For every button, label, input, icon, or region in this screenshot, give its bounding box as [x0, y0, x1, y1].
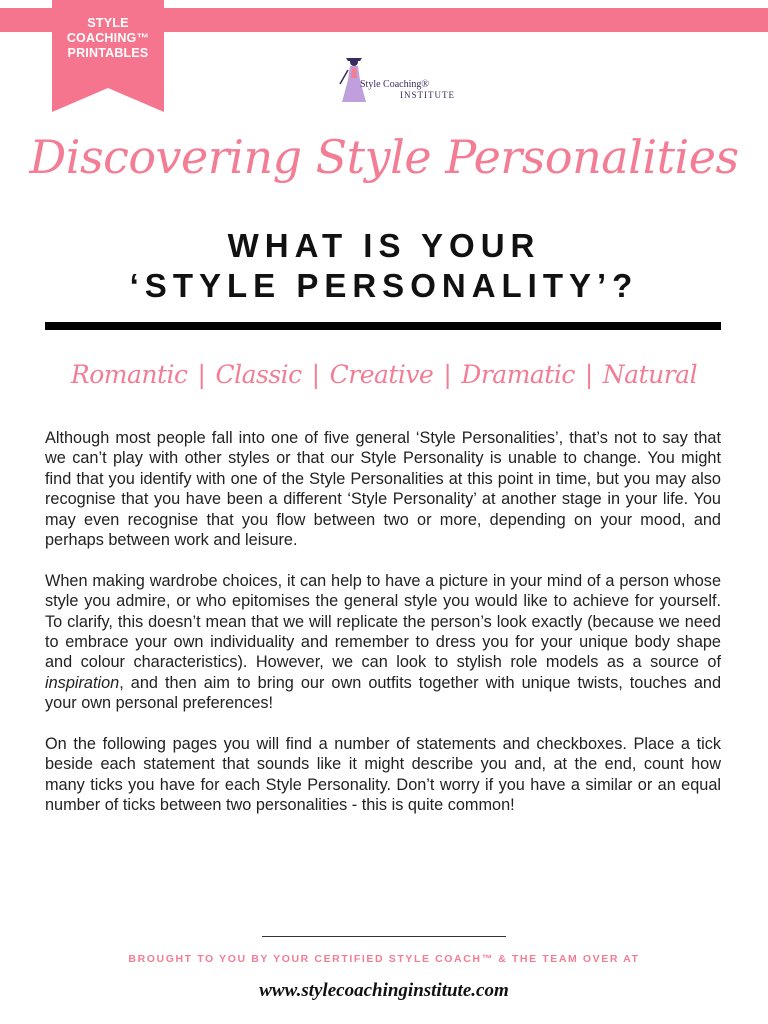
paragraph-1: Although most people fall into one of five general ‘Style Personalities’, that’s not to say that we can’t play with other styles or that our Style Personality is unable to change. You might find that you identify with one of the Style Personalities at this point in time, but you may also recognise that you have been a different ‘Style Personality’ at another stage in your life. You may even recognise that you flow between two or more, depending on your mood, and perhaps between work and leisure. [45, 429, 721, 550]
footer-tagline: BROUGHT TO YOU BY YOUR CERTIFIED STYLE COACH™ & THE TEAM OVER AT [128, 953, 640, 965]
personality-dramatic: Dramatic [461, 360, 575, 389]
printables-ribbon [52, 0, 164, 112]
title-divider [45, 322, 721, 330]
personality-list [0, 360, 768, 389]
script-title: Discovering Style Personalities [29, 130, 739, 184]
body-text [45, 428, 721, 836]
logo-sub: INSTITUTE [400, 90, 455, 100]
institute-logo [330, 54, 455, 108]
ribbon-line-3: PRINTABLES [67, 46, 149, 60]
personality-classic: Classic [215, 360, 302, 389]
paragraph-2 [45, 571, 721, 714]
personality-creative: Creative [329, 360, 434, 389]
paragraph-2-end: , and then aim to bring our own outfits together with unique twists, touches and your own personal preferences! [45, 673, 721, 713]
separator: | [443, 360, 452, 389]
logo-name: Style Coaching® [360, 79, 429, 90]
page-title-line-2: ‘STYLE PERSONALITY’? [129, 267, 639, 304]
separator: | [584, 360, 593, 389]
paragraph-2-emphasis: inspiration [45, 673, 120, 692]
paragraph-2-start: When making wardrobe choices, it can help to have a picture in your mind of a person whose style you admire, or who epitomises the general style you would like to achieve for yourself. To clarify, this doesn’t mean that we will replicate the person’s look exactly (because we need to embrace your own individuality and remember to dress you for your unique body shape and colour characteristics). However, we can look to stylish role models as a source of [45, 571, 721, 672]
separator: | [197, 360, 206, 389]
ribbon-line-2: COACHING™ [66, 31, 150, 45]
personality-natural: Natural [602, 360, 698, 389]
page-title [0, 226, 768, 306]
footer-divider [262, 936, 506, 937]
footer-url: www.stylecoachinginstitute.com [259, 980, 509, 1001]
separator: | [311, 360, 320, 389]
paragraph-3: On the following pages you will find a number of statements and checkboxes. Place a tick beside each statement that sounds like it might describe you and, at the end, count how many ticks you have for each Style Personality. Don’t worry if you have a similar or an equal number of ticks between two personalities - this is quite common! [45, 735, 721, 815]
personality-romantic: Romantic [70, 360, 188, 389]
ribbon-text [52, 16, 164, 61]
page-title-line-1: WHAT IS YOUR [227, 227, 541, 264]
ribbon-line-1: STYLE [87, 16, 129, 30]
